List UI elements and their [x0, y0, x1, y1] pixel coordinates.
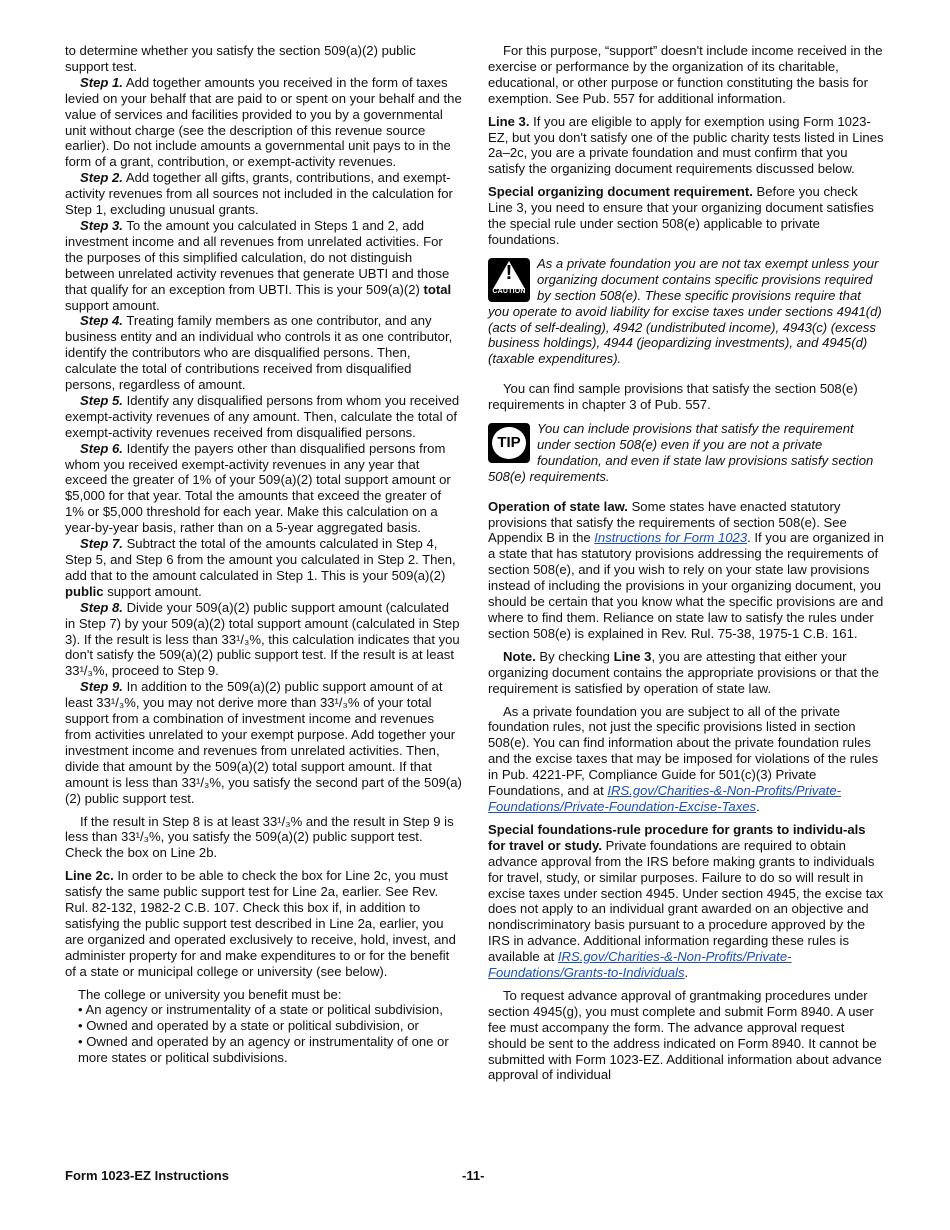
bold-heading: Step 5. — [80, 392, 123, 408]
text: As a private foundation you are subject to all of the private foundation rules, not just the specific provisions listed in section 508(e). You can find information about the private foundation rules and the excise taxes that may be imposed for violations of the rules in Pub. 4221-PF, Compliance Guide for 501(c)(3) Private Foundations, and at — [488, 703, 879, 799]
text: If you are eligible to apply for exemption using Form 1023-EZ, but you don't satisfy one of the public charity tests listed in Lines 2a–2c, you are a private foundation and must confirm that you satisfy the organizing document requirements discussed below. — [488, 113, 884, 177]
text: Identify any disqualified persons from whom you received exempt-activity revenues of any amount. Then, calculate the total of exempt-activity revenues received from disqualified persons. — [65, 392, 460, 440]
bold-heading: Operation of state law. — [488, 498, 628, 514]
text: • Owned and operated by a state or political subdivision, or — [78, 1018, 419, 1034]
bold-heading: Step 1. — [80, 74, 123, 90]
tip-note — [488, 421, 884, 485]
caution-label: CAUTION — [492, 287, 526, 295]
bold-heading: Line 3. — [488, 113, 530, 129]
link[interactable]: IRS.gov/Charities-&-Non-Profits/Private-Foundations/Grants-to-Individuals — [488, 949, 792, 981]
text: You can find sample provisions that satisfy the section 508(e) requirements in chapter 3 of Pub. 557. — [488, 381, 858, 413]
paragraph — [488, 704, 884, 815]
bold-heading: Step 6. — [80, 440, 123, 456]
text: In order to be able to check the box for Line 2c, you must satisfy the same public support test for Line 2a, earlier. See Rev. Rul. 82-132, 1982-2 C.B. 107. Check this box if, in addition to satisfying the public support test described in Line 2a, earlier, you are organized and operated exclusively to receive, hold, invest, and administer property for and make expenditures to or for the benefit of a state or municipal college or university (see below). — [65, 868, 456, 979]
paragraph — [65, 218, 462, 313]
bold-heading: Step 7. — [80, 536, 123, 552]
paragraph — [65, 1034, 462, 1066]
bold-heading: Special organizing document requirement. — [488, 184, 753, 200]
paragraph — [65, 441, 462, 536]
paragraph — [488, 381, 884, 413]
paragraph — [65, 393, 462, 441]
paragraph — [65, 987, 462, 1003]
paragraph — [65, 313, 462, 393]
paragraph — [65, 43, 462, 75]
text: support amount. — [103, 583, 202, 599]
text: Subtract the total of the amounts calculated in Step 4, Step 5, and Step 6 from the amount you calculated in Step 2. Then, add that to the amount calculated in Step 1. This is your 509(a)(2) — [65, 536, 456, 583]
bold-heading: Step 9. — [80, 679, 123, 695]
text: Divide your 509(a)(2) public support amount (calculated in Step 7) by your 509(a)(2) total support amount (calculated in Step 3). If the result is less than 33¹/₃%, this calculation indicates that you don't satisfy the 509(a)(2) public support test. If the result is at least 33¹/₃%, proceed to Step 9. — [65, 599, 460, 679]
text: • Owned and operated by an agency or instrumentality of one or more states or political subdivisions. — [78, 1034, 449, 1066]
right-column — [488, 43, 884, 1083]
text: . If you are organized in a state that has statutory provisions addressing the requirements of section 508(e), and if you wish to rely on your state law provisions instead of including the provisions in your organizing document, you should be certain that you know what the specific provisions are and where to find them. Reliance on state law to satisfy the rules under section 508(e) is explained in Rev. Rul. 75-38, 1975-1 C.B. 161. — [488, 530, 884, 641]
page-footer — [65, 1168, 885, 1184]
paragraph — [65, 75, 462, 170]
text: As a private foundation you are not tax exempt unless your organizing document contains specific provisions required by section 508(e). These specific provisions require that you operate to avoid liability for excise taxes under sections 4941(d) (acts of self-dealing), 4942 (undistributed income), 4943(c) (excess business holdings), 4944 (jeopardizing investments), and 4945(d) (taxable expenditures). — [488, 255, 882, 367]
bold-heading: public — [65, 583, 104, 599]
text: If the result in Step 8 is at least 33¹/₃% and the result in Step 9 is less than 33¹/₃%, you satisfy the 509(a)(2) public support test. Check the box on Line 2b. — [65, 813, 454, 861]
caution-icon — [488, 258, 530, 302]
paragraph — [65, 1002, 462, 1018]
text: Add together amounts you received in the form of taxes levied on your behalf that are paid to or spent on your behalf and the value of services and facilities provided to you by a governmental unit without charge (see the description of this revenue source earlier). Do not include amounts a governmental unit pays to in the form of a grant, contribution, or exempt-activity revenues. — [65, 74, 462, 170]
paragraph — [65, 536, 462, 600]
text: Private foundations are required to obtain advance approval from the IRS before making grants to individuals for travel, study, or similar purposes. Failure to do so will result in excise taxes under section 4945. Under section 4945, the excise tax does not apply to an individual grant awarded on an objective and nondiscriminatory basis pursuant to a procedure approved by the IRS in advance. Additional information regarding these rules is available at — [488, 837, 884, 965]
text: , you are attesting that either your organizing document contains the appropriate provisions or that the requirement is satisfied by operation of state law. — [488, 648, 879, 696]
text: . — [756, 798, 760, 814]
caution-note — [488, 256, 884, 367]
paragraph — [65, 1018, 462, 1034]
paragraph — [488, 43, 884, 107]
bold-heading: Special foundations-rule procedure for grants to individu-als for travel or study. — [488, 821, 866, 853]
link[interactable]: IRS.gov/Charities-&-Non-Profits/Private-Foundations/Private-Foundation-Excise-Taxes — [488, 783, 841, 814]
text: Identify the payers other than disqualified persons from whom you received exempt-activity revenues in any year that exceed the greater of 1% of your 509(a)(2) total support amount or $5,000 for that year. Total the amounts that exceed the greater of 1% or $5,000 threshold for each year. Make this calculation on a year-by-year basis, rather than on a 5-year aggregated basis. — [65, 440, 451, 536]
bold-heading: Step 4. — [80, 313, 123, 329]
text: Before you check Line 3, you need to ensure that your organizing document satisfies the special rule under section 508(e) applicable to private foundations. — [488, 184, 874, 247]
bold-heading: Step 8. — [80, 599, 123, 615]
text: • An agency or instrumentality of a state or political subdivision, — [78, 1002, 443, 1018]
footer-form-title: Form 1023-EZ Instructions — [65, 1168, 229, 1183]
text: To the amount you calculated in Steps 1 and 2, add investment income and all revenues from unrelated activities. For the purposes of this simplified calculation, do not distinguish between unrelated activity revenues that generate UBTI and those that qualify for an exception from UBTI. This is your 509(a)(2) — [65, 217, 450, 297]
tip-icon — [488, 423, 530, 463]
text: support amount. — [65, 297, 160, 313]
paragraph — [488, 822, 884, 981]
text: In addition to the 509(a)(2) public support amount of at least 33¹/₃%, you may not derive more than 33¹/₃% of your total support from a combination of investment income and revenues from activities unrelated to your exempt purpose. Add together your investment income and revenues from unrelated activities. Then, divide that amount by the 509(a)(2) total support amount. If that amount is less than 33¹/₃%, you satisfy the second part of the 509(a)(2) public support test. — [65, 679, 462, 806]
paragraph — [65, 600, 462, 680]
bold-heading: Line 3 — [613, 648, 652, 664]
text: to determine whether you satisfy the section 509(a)(2) public support test. — [65, 43, 416, 74]
left-column — [65, 43, 462, 1066]
bold-heading: total — [423, 281, 452, 297]
paragraph — [65, 868, 462, 979]
text: The college or university you benefit must be: — [78, 986, 342, 1002]
tip-label: TIP — [492, 427, 526, 459]
text: Some states have enacted statutory provisions that satisfy the requirements of section 508(e). See Appendix B in the — [488, 498, 847, 546]
caution-exclamation: ! — [505, 261, 513, 284]
paragraph — [65, 679, 462, 806]
text: . — [684, 965, 689, 981]
bold-heading: Note. — [503, 648, 536, 664]
text: You can include provisions that satisfy the requirement under section 508(e) even if you are not a private foundation, and even if state law provisions satisfy section 508(e) requirements. — [488, 421, 874, 484]
paragraph — [488, 184, 884, 248]
text: For this purpose, “support” doesn't include income received in the exercise or performance by the organization of its charitable, educational, or other purpose or function constituting the basis for exemption. See Pub. 557 for additional information. — [488, 43, 883, 106]
bold-heading: Line 2c. — [65, 868, 114, 884]
paragraph — [488, 499, 884, 642]
bold-heading: Step 2. — [80, 170, 123, 186]
paragraph — [488, 988, 884, 1083]
text: Treating family members as one contributor, and any business entity and an individual who controls it as one contributor, identify the contributors who are disqualified persons. Then, calculate the total of contributions received from disqualified persons, regardless of amount. — [65, 313, 453, 393]
page-number: -11- — [462, 1168, 485, 1183]
text: To request advance approval of grantmaking procedures under section 4945(g), you must complete and submit Form 8940. A user fee must accompany the form. The advance approval request should be sent to the address indicated on Form 8940. It cannot be submitted with Form 1023-EZ. Additional information about advance approval of individual — [488, 987, 882, 1083]
bold-heading: Step 3. — [80, 217, 123, 233]
paragraph — [65, 814, 462, 862]
text: Add together all gifts, grants, contributions, and exempt-activity revenues from all sources not included in the calculation for Step 1, excluding unusual grants. — [65, 170, 453, 218]
text: By checking — [535, 648, 614, 664]
link[interactable]: Instructions for Form 1023 — [594, 530, 748, 546]
paragraph — [488, 649, 884, 697]
paragraph — [488, 114, 884, 178]
paragraph — [65, 170, 462, 218]
